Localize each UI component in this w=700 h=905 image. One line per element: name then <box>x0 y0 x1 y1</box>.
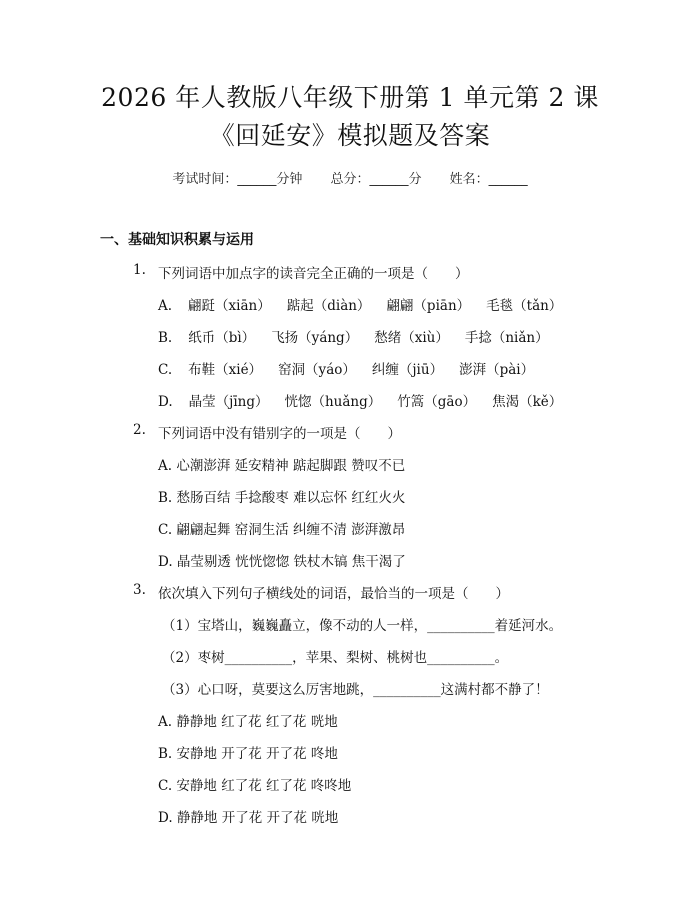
q1-option-a <box>158 294 562 314</box>
q1-option-b <box>158 326 549 346</box>
q3-option-b: B. 安静地 开了花 开了花 咚地 <box>158 746 338 762</box>
question-3 <box>133 582 146 598</box>
q3-sentence-2: （2）枣树__________，苹果、梨树、桃树也__________。 <box>162 650 509 666</box>
option-word: 飞扬（yáng） <box>271 330 359 346</box>
question-text: 依次填入下列句子横线处的词语，最恰当的一项是（ ） <box>158 586 509 602</box>
exam-name: 姓名：______ <box>449 172 528 187</box>
option-letter: C. <box>158 362 173 378</box>
q2-option-d: D. 晶莹剔透 恍恍惚惚 铁杖木镐 焦干渴了 <box>158 554 406 570</box>
section-heading: 一、基础知识积累与运用 <box>100 232 254 248</box>
question-number: 3. <box>133 582 146 598</box>
option-word: 焦渴（kě） <box>492 394 563 410</box>
title-line-1: 2026 年人教版八年级下册第 1 单元第 2 课 <box>101 83 599 112</box>
q3-option-d: D. 静静地 开了花 开了花 咣地 <box>158 810 339 826</box>
q3-sentence-1: （1）宝塔山，巍巍矗立，像不动的人一样，__________着延河水。 <box>162 618 563 634</box>
option-word: 晶莹（jīng） <box>188 394 269 410</box>
q3-sentence-3: （3）心口呀，莫要这么厉害地跳，__________这满村都不静了！ <box>162 682 549 698</box>
option-word: 踮起（diàn） <box>286 298 371 314</box>
option-letter: B. <box>158 330 173 346</box>
question-1 <box>133 262 146 278</box>
q3-option-c: C. 安静地 红了花 红了花 咚咚地 <box>158 778 352 794</box>
question-text: 下列词语中没有错别字的一项是（ ） <box>158 426 401 442</box>
q1-option-d <box>158 390 562 410</box>
q3-option-a: A. 静静地 红了花 红了花 咣地 <box>158 714 338 730</box>
option-word: 纸币（bì） <box>188 330 256 346</box>
question-text: 下列词语中加点字的读音完全正确的一项是（ ） <box>158 266 469 282</box>
option-word: 纠缠（jiū） <box>371 362 444 378</box>
question-number: 2. <box>133 422 146 438</box>
option-word: 窑洞（yáo） <box>278 362 356 378</box>
option-word: 澎湃（pài） <box>459 362 535 378</box>
option-letter: A. <box>158 298 173 314</box>
q2-option-b: B. 愁肠百结 手捻酸枣 难以忘怀 红红火火 <box>158 490 406 506</box>
option-word: 翩翩（piān） <box>386 298 471 314</box>
title-line-2: 《回延安》模拟题及答案 <box>209 121 491 150</box>
option-word: 竹篙（gāo） <box>397 394 477 410</box>
option-word: 布鞋（xié） <box>188 362 263 378</box>
exam-time: 考试时间：______分钟 <box>172 172 303 187</box>
exam-score: 总分：______分 <box>330 172 422 187</box>
option-word: 恍惚（huǎng） <box>284 394 382 410</box>
exam-meta <box>0 168 700 187</box>
option-word: 手捻（niǎn） <box>464 330 549 346</box>
question-number: 1. <box>133 262 146 278</box>
q1-option-c <box>158 358 534 378</box>
question-2 <box>133 422 146 438</box>
option-word: 毛毯（tǎn） <box>486 298 563 314</box>
q2-option-c: C. 翩翩起舞 窑洞生活 纠缠不清 澎湃激昂 <box>158 522 406 538</box>
option-word: 翩跹（xiān） <box>188 298 271 314</box>
q2-option-a: A. 心潮澎湃 延安精神 踮起脚跟 赞叹不已 <box>158 458 406 474</box>
option-letter: D. <box>158 394 173 410</box>
option-word: 愁绪（xiù） <box>374 330 449 346</box>
